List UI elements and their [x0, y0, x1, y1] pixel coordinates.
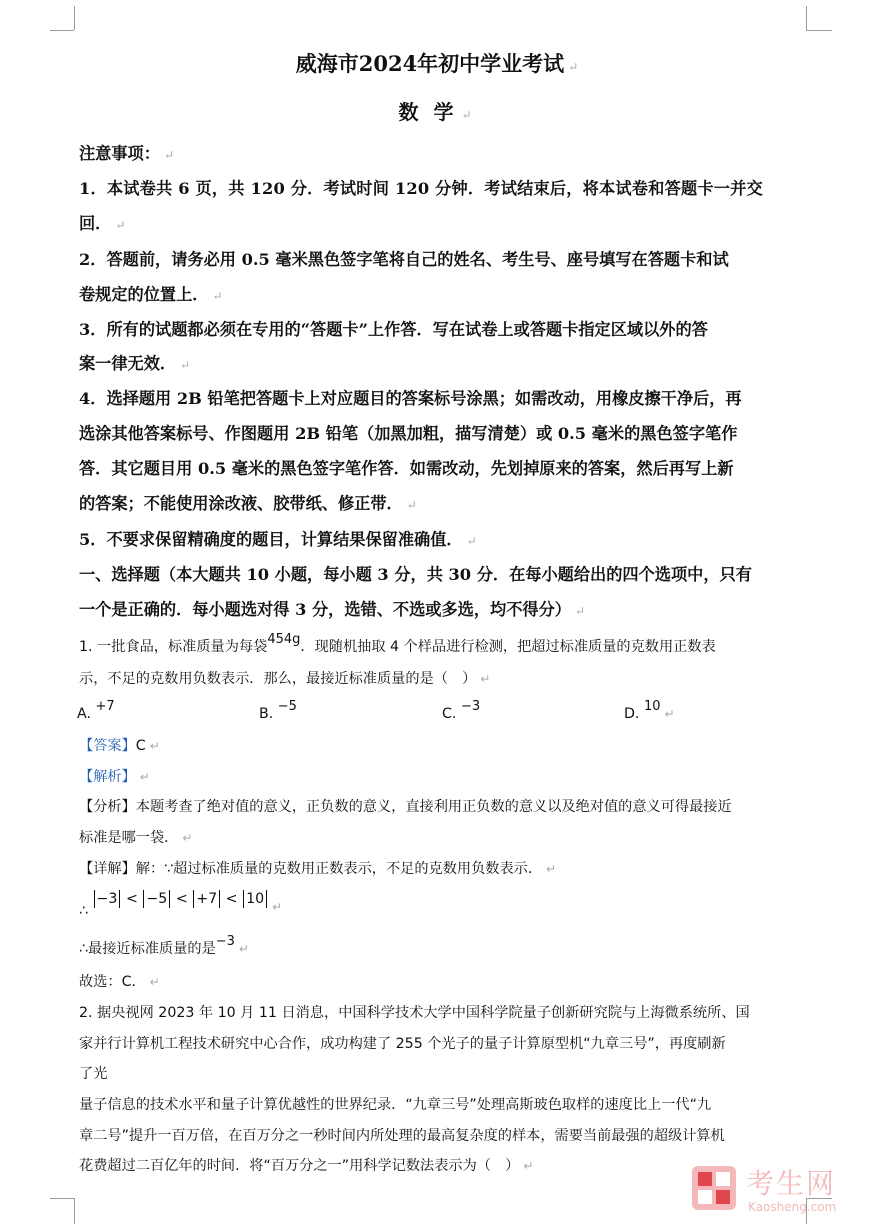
notes-line: 2．答题前，请务必用 0.5 毫米黑色签字笔将自己的姓名、考生号、座号填写在答题卡和试	[79, 250, 729, 269]
crop-mark-top-left	[74, 6, 75, 30]
choice-line: 故选：C． ↵	[79, 974, 160, 990]
crop-mark-bottom-left	[50, 1198, 74, 1199]
subject-title: 数 学 ↵	[398, 100, 476, 124]
exam-title: 威海市2024年初中学业考试 ↵	[295, 51, 579, 76]
question-2-text: 花费超过二百亿年的时间．将“百万分之一”用科学记数法表示为（ ） ↵	[79, 1158, 534, 1174]
question-2-text: 量子信息的技术水平和量子计算优越性的世界纪录．“九章三号”处理高斯玻色取样的速度比上一代“九	[79, 1097, 712, 1113]
detail-line: 【详解】解：∵超过标准质量的克数用正数表示，不足的克数用负数表示． ↵	[79, 861, 557, 877]
fenxi-line: 标准是哪一袋． ↵	[79, 830, 193, 846]
notes-line: 案一律无效． ↵	[79, 354, 191, 373]
notes-line: 卷规定的位置上． ↵	[79, 285, 223, 304]
section-heading: 一个是正确的．每小题选对得 3 分，选错、不选或多选，均不得分） ↵	[79, 600, 586, 619]
watermark-domain: Kaosheng.com	[748, 1200, 837, 1214]
crop-mark-top-right	[806, 30, 832, 31]
watermark-logo	[690, 1160, 840, 1220]
notes-line: 答．其它题目用 0.5 毫米的黑色签字笔作答．如需改动，先划掉原来的答案，然后再写上新	[79, 459, 734, 478]
notes-line: 的答案；不能使用涂改液、胶带纸、修正带． ↵	[79, 494, 417, 513]
answer-line: 【答案】C ↵	[79, 738, 160, 754]
question-1-text: 示，不足的克数用负数表示．那么，最接近标准质量的是（ ） ↵	[79, 671, 491, 687]
abs-value: −3	[94, 890, 121, 908]
analysis-tag: 【解析】	[79, 769, 136, 785]
notes-line: 1．本试卷共 6 页，共 120 分．考试时间 120 分钟．考试结束后，将本试卷和答题卡一并交	[79, 179, 763, 198]
watermark-brand: 考生网	[746, 1167, 837, 1200]
crop-mark-top-left	[50, 30, 74, 31]
section-heading: 一、选择题（本大题共 10 小题，每小题 3 分，共 30 分．在每小题给出的四个选项中，只有	[79, 565, 752, 584]
notes-line: 4．选择题用 2B 铅笔把答题卡上对应题目的答案标号涂黑；如需改动，用橡皮擦干净后，再	[79, 389, 742, 408]
option-b: B. −5	[259, 699, 297, 722]
kaosheng-logo-icon	[690, 1164, 738, 1212]
notes-line: 3．所有的试题都必须在专用的“答题卡”上作答．写在试卷上或答题卡指定区域以外的答	[79, 320, 708, 339]
analysis-line: 【解析】 ↵	[79, 769, 150, 785]
answer-tag: 【答案】	[79, 738, 136, 754]
closest-line: ∴最接近标准质量的是−3 ↵	[79, 934, 249, 957]
fenxi-line: 【分析】本题考查了绝对值的意义，正负数的意义，直接利用正负数的意义以及绝对值的意义可得最接近	[79, 799, 732, 815]
crop-mark-top-right	[806, 6, 807, 30]
abs-value: +7	[193, 890, 220, 908]
notes-line: 回． ↵	[79, 214, 126, 233]
option-d: D. 10 ↵	[624, 699, 675, 722]
notes-line: 选涂其他答案标号、作图题用 2B 铅笔（加黑加粗，描写清楚）或 0.5 毫米的黑色签字笔作	[79, 424, 738, 443]
notes-heading: 注意事项： ↵	[79, 144, 174, 163]
question-2-text: 章二号”提升一百万倍，在百万分之一秒时间内所处理的最高复杂度的样本，需要当前最强的超级计算机	[79, 1128, 725, 1144]
question-2-text: 了光	[79, 1066, 108, 1082]
question-2-text: 2. 据央视网 2023 年 10 月 11 日消息，中国科学技术大学中国科学院量子创新研究院与上海微系统所、国	[79, 1005, 750, 1021]
option-c: C. −3	[442, 699, 481, 722]
question-2-text: 家并行计算机工程技术研究中心合作，成功构建了 255 个光子的量子计算原型机“九章三号”，再度刷新	[79, 1036, 726, 1052]
mass-value: 454g	[267, 632, 301, 647]
subject-title-text: 数 学	[398, 100, 458, 124]
crop-mark-bottom-left	[74, 1198, 75, 1224]
option-a: A. +7	[77, 699, 115, 722]
question-1-text: 1. 一批食品，标准质量为每袋454g．现随机抽取 4 个样品进行检测，把超过标准质量的克数用正数表	[79, 632, 716, 655]
exam-title-text: 威海市2024年初中学业考试	[295, 51, 565, 76]
notes-line: 5．不要求保留精确度的题目，计算结果保留准确值． ↵	[79, 530, 477, 549]
abs-value: 10	[243, 890, 267, 908]
abs-value: −5	[143, 890, 170, 908]
inequality-line: ∴ −3 < −5 < +7 < 10 $_↵$	[79, 891, 283, 919]
